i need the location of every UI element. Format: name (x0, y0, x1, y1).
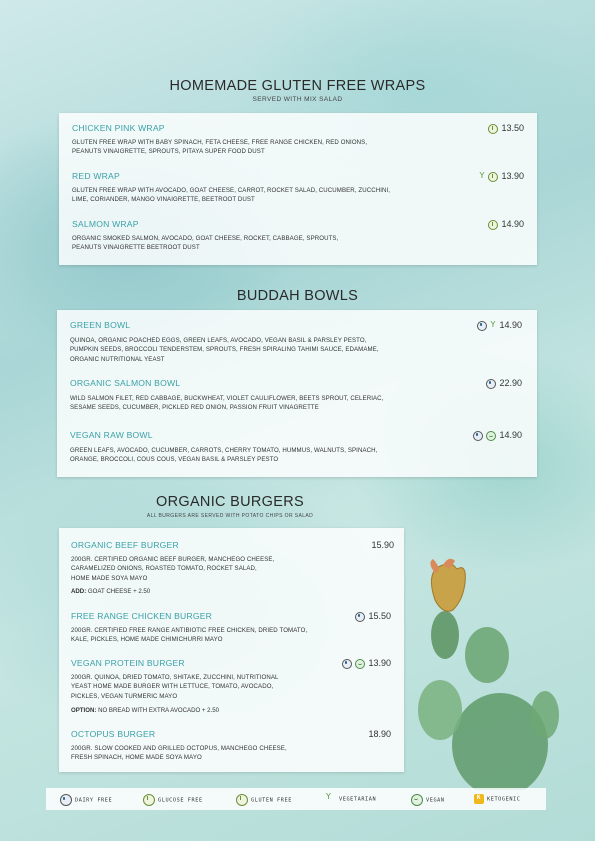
item-name: CHICKEN PINK WRAP (72, 123, 165, 133)
section-title-wraps: HOMEMADE GLUTEN FREE WRAPS (169, 78, 426, 94)
desc-line: QUINOA, ORGANIC POACHED EGGS, GREEN LEAFS, AVOCADO, VEGAN BASIL & PARSLEY PESTO, (70, 337, 367, 344)
desc-line: LIME, CORIANDER, MANGO VINAIGRETTE, BEETROOT DUST (72, 196, 255, 204)
desc-line: GREEN LEAFS, AVOCADO, CUCUMBER, CARROTS, CHERRY TOMATO, HUMMUS, WALNUTS, SPINACH, (70, 447, 378, 454)
desc-line: 200GR. CERTIFIED FREE RANGE ANTIBIOTIC FREE CHICKEN, DRIED TOMATO, (71, 627, 308, 634)
item-description (70, 446, 377, 465)
desc-line: PICKLES, VEGAN TURMERIC MAYO (71, 692, 178, 700)
desc-line: 200GR. QUINOA, DRIED TOMATO, SHITAKE, ZUCCHINI, NUTRITIONAL (71, 674, 279, 681)
item-name: RED WRAP (72, 171, 120, 181)
legend-label: GLUTEN FREE (251, 797, 292, 804)
desc-line: PEANUTS VINAIGRETTE BEETROOT DUST (72, 244, 200, 252)
section-title-bowls: BUDDAH BOWLS (236, 288, 359, 304)
item-price (477, 320, 522, 331)
item-name: VEGAN RAW BOWL (70, 430, 153, 440)
dairy-free-icon (486, 379, 496, 389)
dairy-free-icon (355, 612, 365, 622)
desc-line: PEANUTS VINAIGRETTE, SPROUTS, PITAYA SUPER FOOD DUST (72, 148, 265, 156)
price-value: 22.90 (499, 378, 522, 388)
item-description (72, 138, 367, 157)
desc-line: WILD SALMON FILET, RED CABBAGE, BUCKWHEAT, VIOLET CAULIFLOWER, BEETS SPROUT, CELERIAC, (70, 395, 384, 402)
item-description (71, 555, 274, 583)
item-price (488, 123, 524, 134)
legend-item-dairy-free (60, 794, 112, 806)
gluten-free-icon (488, 172, 498, 182)
item-name: ORGANIC BEEF BURGER (71, 540, 179, 550)
desc-line: GLUTEN FREE WRAP WITH BABY SPINACH, FETA CHEESE, FREE RANGE CHICKEN, RED ONIONS, (72, 139, 368, 146)
bowls-panel (57, 310, 537, 477)
item-addon-note (71, 588, 150, 595)
item-name: VEGAN PROTEIN BURGER (71, 658, 185, 668)
desc-line: 200GR. SLOW COOKED AND GRILLED OCTOPUS, MANCHEGO CHEESE, (71, 745, 287, 752)
price-value: 15.50 (368, 611, 391, 621)
vegan-icon (411, 794, 423, 806)
item-option-note (71, 707, 219, 714)
ketogenic-icon: K (474, 794, 484, 804)
cactus-pad (465, 627, 509, 683)
desc-line: ORANGE, BROCCOLI, COUS COUS, VEGAN BASIL & PARSLEY PESTO (70, 456, 279, 464)
note-label: ADD: (71, 588, 87, 595)
item-price (371, 540, 394, 550)
item-price (479, 171, 524, 182)
price-value: 13.50 (501, 123, 524, 133)
price-value: 18.90 (368, 729, 391, 739)
item-name: GREEN BOWL (70, 320, 131, 330)
dairy-free-icon (473, 431, 483, 441)
desc-line: 200GR. CERTIFIED ORGANIC BEEF BURGER, MANCHEGO CHEESE, (71, 556, 275, 563)
vegetarian-icon (479, 173, 485, 181)
item-description (70, 394, 383, 413)
item-price (486, 378, 522, 389)
item-description (72, 234, 338, 253)
section-subtitle-wraps: SERVED WITH MIX SALAD (252, 96, 343, 103)
burgers-panel (59, 528, 404, 772)
item-description (71, 673, 278, 701)
price-value: 14.90 (501, 219, 524, 229)
dairy-free-icon (342, 659, 352, 669)
item-description (71, 626, 307, 645)
desc-line: GLUTEN FREE WRAP WITH AVOCADO, GOAT CHEESE, CARROT, ROCKET SALAD, CUCUMBER, ZUCCHINI, (72, 187, 391, 194)
item-price (488, 219, 524, 230)
desc-line: ORGANIC SMOKED SALMON, AVOCADO, GOAT CHEESE, ROCKET, CABBAGE, SPROUTS, (72, 235, 339, 242)
vegetarian-icon (490, 322, 496, 330)
desc-line: PUMPKIN SEEDS, BROCCOLI TENDERSTEM, SPROUTS, FRESH SPIRALING TAHIMI SAUCE, EDAMAME, (70, 346, 379, 354)
item-price (368, 729, 391, 739)
desc-line: YEAST HOME MADE BURGER WITH LETTUCE, TOMATO, AVOCADO, (71, 683, 274, 691)
price-value: 13.90 (501, 171, 524, 181)
glucose-free-icon (143, 794, 155, 806)
dietary-legend (46, 788, 546, 810)
legend-item-glucose-free (143, 794, 203, 806)
vegan-icon (486, 431, 496, 441)
wraps-panel (59, 113, 537, 265)
item-name: ORGANIC SALMON BOWL (70, 378, 181, 388)
price-value: 14.90 (499, 430, 522, 440)
desc-line: FRESH SPINACH, HOME MADE SOYA MAYO (71, 754, 202, 762)
legend-item-ketogenic (474, 794, 521, 804)
section-subtitle-burgers: ALL BURGERS ARE SERVED WITH POTATO CHIPS OR SALAD (146, 513, 314, 519)
legend-item-vegetarian (326, 794, 376, 804)
cactus-pad (531, 691, 559, 739)
vegetarian-icon (326, 794, 336, 804)
note-label: OPTION: (71, 707, 97, 714)
gluten-free-icon (488, 220, 498, 230)
item-price (355, 611, 391, 622)
price-value: 13.90 (368, 658, 391, 668)
desc-line: ORGANIC NUTRITIONAL YEAST (70, 355, 165, 363)
item-description (70, 336, 379, 364)
legend-label: DAIRY FREE (75, 797, 113, 804)
legend-label: VEGAN (426, 797, 445, 804)
legend-item-vegan (411, 794, 445, 806)
item-description (71, 744, 287, 763)
item-description (72, 186, 390, 205)
note-text: GOAT CHEESE + 2.50 (86, 588, 151, 595)
dairy-free-icon (477, 321, 487, 331)
desc-line: KALE, PICKLES, HOME MADE CHIMICHURRI MAYO (71, 636, 223, 644)
legend-label: KETOGENIC (487, 796, 521, 803)
vegan-icon (355, 659, 365, 669)
desc-line: CARAMELIZED ONIONS, ROASTED TOMATO, ROCKET SALAD, (71, 565, 257, 573)
cactus-illustration (405, 555, 565, 790)
price-value: 14.90 (499, 320, 522, 330)
desc-line: HOME MADE SOYA MAYO (71, 574, 148, 582)
legend-item-gluten-free (236, 794, 292, 806)
price-value: 15.90 (371, 540, 394, 550)
dairy-free-icon (60, 794, 72, 806)
gluten-free-icon (236, 794, 248, 806)
item-price (473, 430, 522, 441)
gluten-free-icon (488, 124, 498, 134)
desc-line: SESAME SEEDS, CUCUMBER, PICKLED RED ONION, PASSION FRUIT VINAGRETTE (70, 404, 319, 412)
note-text: NO BREAD WITH EXTRA AVOCADO + 2.50 (96, 707, 220, 714)
item-name: FREE RANGE CHICKEN BURGER (71, 611, 213, 621)
item-price (342, 658, 391, 669)
section-title-burgers: ORGANIC BURGERS (156, 494, 304, 510)
legend-label: VEGETARIAN (339, 796, 377, 803)
legend-label: GLUCOSE FREE (158, 797, 203, 804)
item-name: SALMON WRAP (72, 219, 139, 229)
cactus-pad (431, 611, 459, 659)
cactus-pad (418, 680, 462, 740)
item-name: OCTOPUS BURGER (71, 729, 156, 739)
